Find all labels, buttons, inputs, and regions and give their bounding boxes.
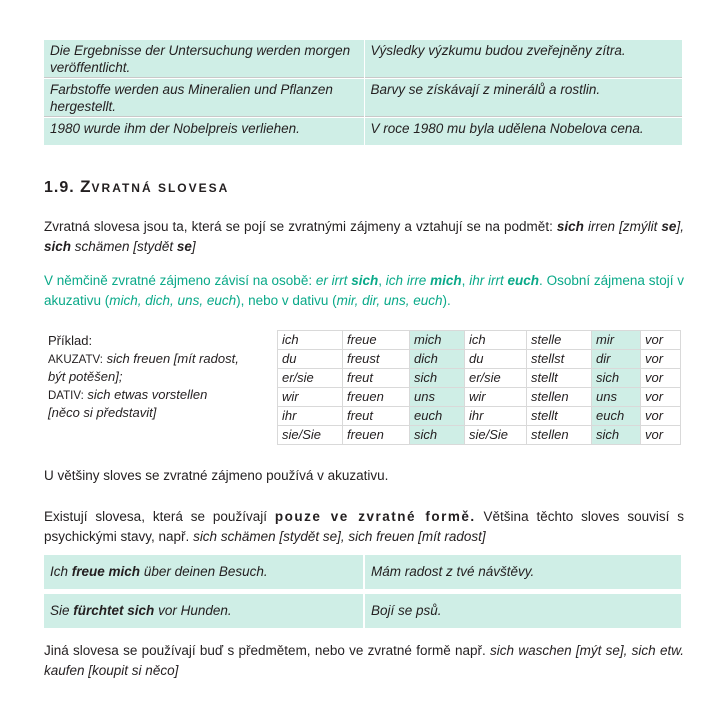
conjugation-cell: wir: [465, 388, 527, 407]
conjugation-cell: stellst: [527, 350, 592, 369]
paragraph-text: ,: [461, 273, 466, 288]
example-label: DATIV:: [48, 390, 84, 402]
dative-pronouns: mir, dir, uns, euch: [336, 293, 443, 308]
example-verb: fürchtet sich: [73, 603, 155, 618]
conjugation-cell: freue: [343, 331, 410, 350]
example-pronoun: mich: [430, 273, 462, 288]
conjugation-row: [278, 388, 681, 407]
conjugation-row: [278, 350, 681, 369]
german-sentence: Die Ergebnisse der Untersuchung werden morgen veröffentlicht.: [44, 40, 364, 79]
conjugation-cell: vor: [641, 331, 681, 350]
conjugation-cell: wir: [278, 388, 343, 407]
example-text: ]: [191, 239, 196, 254]
paragraph-text: Jiná slovesa se používají buď s předmětem, nebo ve zvratné formě např.: [44, 643, 486, 658]
example-line: [48, 350, 274, 368]
conjugation-cell: stellen: [527, 426, 592, 445]
paragraph-other-verbs: [44, 641, 684, 681]
example-pronoun: euch: [507, 273, 540, 288]
example-text: sich freuen [mít radost,: [106, 351, 239, 366]
conjugation-cell: freut: [343, 407, 410, 426]
example-line: [48, 404, 274, 422]
example-pronoun: sich: [351, 273, 379, 288]
conjugation-cell: freuen: [343, 388, 410, 407]
reflexive-pronoun-cell: euch: [410, 407, 465, 426]
section-number: 1.9.: [44, 179, 75, 196]
example-description: [48, 332, 274, 422]
paragraph-text: Většina těchto sloves souvisí s psychickými stavy, např.: [44, 509, 684, 544]
paragraph-accusative: [44, 466, 684, 486]
paragraph-text: . Osobní zájmena stojí v akuzativu (: [44, 273, 684, 308]
example-line: [48, 332, 274, 350]
conjugation-cell: stellt: [527, 407, 592, 426]
paragraph-definition: [44, 217, 684, 257]
conjugation-cell: vor: [641, 388, 681, 407]
example-line: [48, 368, 274, 386]
reflexive-pronoun-cell: uns: [592, 388, 641, 407]
section-title-initial: Z: [80, 177, 92, 196]
conjugation-cell: er/sie: [278, 369, 343, 388]
emphasis-text: pouze ve zvratné formě.: [274, 509, 476, 524]
example-sentence-table: [44, 594, 683, 628]
example-line: [48, 386, 274, 404]
example-text: er irrt: [315, 273, 348, 288]
conjugation-cell: du: [278, 350, 343, 369]
conjugation-cell: sie/Sie: [465, 426, 527, 445]
conjugation-cell: freut: [343, 369, 410, 388]
reflexive-pronoun-cell: euch: [592, 407, 641, 426]
reflexive-pronoun-cell: mich: [410, 331, 465, 350]
example-sentence-table: [44, 555, 683, 589]
czech-sentence: Barvy se získávají z minerálů a rostlin.: [364, 79, 682, 118]
german-sentence: [44, 594, 364, 628]
conjugation-cell: stellt: [527, 369, 592, 388]
conjugation-cell: vor: [641, 369, 681, 388]
conjugation-cell: er/sie: [465, 369, 527, 388]
german-sentence: Farbstoffe werden aus Mineralien und Pflanzen hergestellt.: [44, 79, 364, 118]
czech-sentence: Výsledky výzkumu budou zveřejněny zítra.: [364, 40, 682, 79]
example-text: sich waschen [mýt se], sich etw. kaufen [koupit si něco]: [44, 643, 684, 678]
conjugation-cell: sie/Sie: [278, 426, 343, 445]
conjugation-cell: freust: [343, 350, 410, 369]
conjugation-cell: freuen: [343, 426, 410, 445]
paragraph-text: U většiny sloves se zvratné zájmeno používá v akuzativu.: [44, 468, 389, 483]
czech-sentence: V roce 1980 mu byla udělena Nobelova cena.: [364, 118, 682, 146]
example-text: ihr irrt: [469, 273, 504, 288]
reflexive-pronoun-cell: sich: [592, 426, 641, 445]
example-text: [něco si představit]: [48, 405, 157, 420]
table-row: [44, 40, 682, 79]
conjugation-cell: ihr: [278, 407, 343, 426]
section-heading: [44, 177, 229, 197]
reflexive-pronoun-cell: sich: [410, 426, 465, 445]
example-text: ich irre: [385, 273, 427, 288]
conjugation-cell: vor: [641, 426, 681, 445]
conjugation-cell: vor: [641, 407, 681, 426]
example-text: ],: [676, 219, 684, 234]
conjugation-row: [278, 331, 681, 350]
example-text: vor Hunden.: [158, 603, 232, 618]
example-verb: sich: [556, 219, 584, 234]
paragraph-text: ).: [442, 293, 451, 308]
paragraph-text: Zvratná slovesa jsou ta, která se pojí se zvratnými zájmeny a vztahují se na podmět:: [44, 219, 553, 234]
conjugation-row: [278, 369, 681, 388]
table-row: [44, 79, 682, 118]
table-row: [44, 555, 682, 589]
table-row: [44, 118, 682, 146]
example-text: být potěšen];: [48, 369, 123, 384]
reflexive-pronoun-cell: mir: [592, 331, 641, 350]
example-text: sich etwas vorstellen: [87, 387, 208, 402]
example-text: Sie: [50, 603, 70, 618]
conjugation-table: [277, 330, 681, 445]
conjugation-row: [278, 426, 681, 445]
german-sentence: [44, 555, 364, 589]
paragraph-text: ), nebo v dativu (: [236, 293, 337, 308]
example-verb: sich: [44, 239, 72, 254]
reflexive-pronoun-cell: sich: [410, 369, 465, 388]
table-row: [44, 594, 682, 628]
czech-sentence: Mám radost z tvé návštěvy.: [364, 555, 682, 589]
translation-table: [44, 40, 683, 146]
example-pronoun: se: [661, 219, 677, 234]
german-sentence: 1980 wurde ihm der Nobelpreis verliehen.: [44, 118, 364, 146]
conjugation-cell: ich: [278, 331, 343, 350]
accusative-pronouns: mich, dich, uns, euch: [109, 293, 237, 308]
paragraph-text: Existují slovesa, která se používají: [44, 509, 267, 524]
conjugation-row: [278, 407, 681, 426]
example-label: AKUZATV:: [48, 354, 103, 366]
conjugation-cell: vor: [641, 350, 681, 369]
paragraph-text: ,: [378, 273, 382, 288]
reflexive-pronoun-cell: dir: [592, 350, 641, 369]
paragraph-reflexive-pronoun: [44, 271, 684, 311]
example-text: sich schämen [stydět se], sich freuen [mít radost]: [193, 529, 486, 544]
conjugation-cell: stellen: [527, 388, 592, 407]
conjugation-cell: ich: [465, 331, 527, 350]
section-title-rest: VRATNÁ SLOVESA: [91, 181, 230, 195]
reflexive-pronoun-cell: sich: [592, 369, 641, 388]
example-text: über deinen Besuch.: [143, 564, 268, 579]
example-label: Příklad:: [48, 333, 93, 348]
example-text: irren [zmýlit: [588, 219, 658, 234]
example-pronoun: se: [176, 239, 192, 254]
conjugation-cell: stelle: [527, 331, 592, 350]
paragraph-reflexive-only: [44, 507, 684, 547]
reflexive-pronoun-cell: uns: [410, 388, 465, 407]
example-text: Ich: [50, 564, 69, 579]
example-text: schämen [stydět: [74, 239, 174, 254]
paragraph-text: V němčině zvratné zájmeno závisí na osobě:: [44, 273, 313, 288]
conjugation-cell: du: [465, 350, 527, 369]
czech-sentence: Bojí se psů.: [364, 594, 682, 628]
reflexive-pronoun-cell: dich: [410, 350, 465, 369]
conjugation-cell: ihr: [465, 407, 527, 426]
example-verb: freue mich: [71, 564, 141, 579]
